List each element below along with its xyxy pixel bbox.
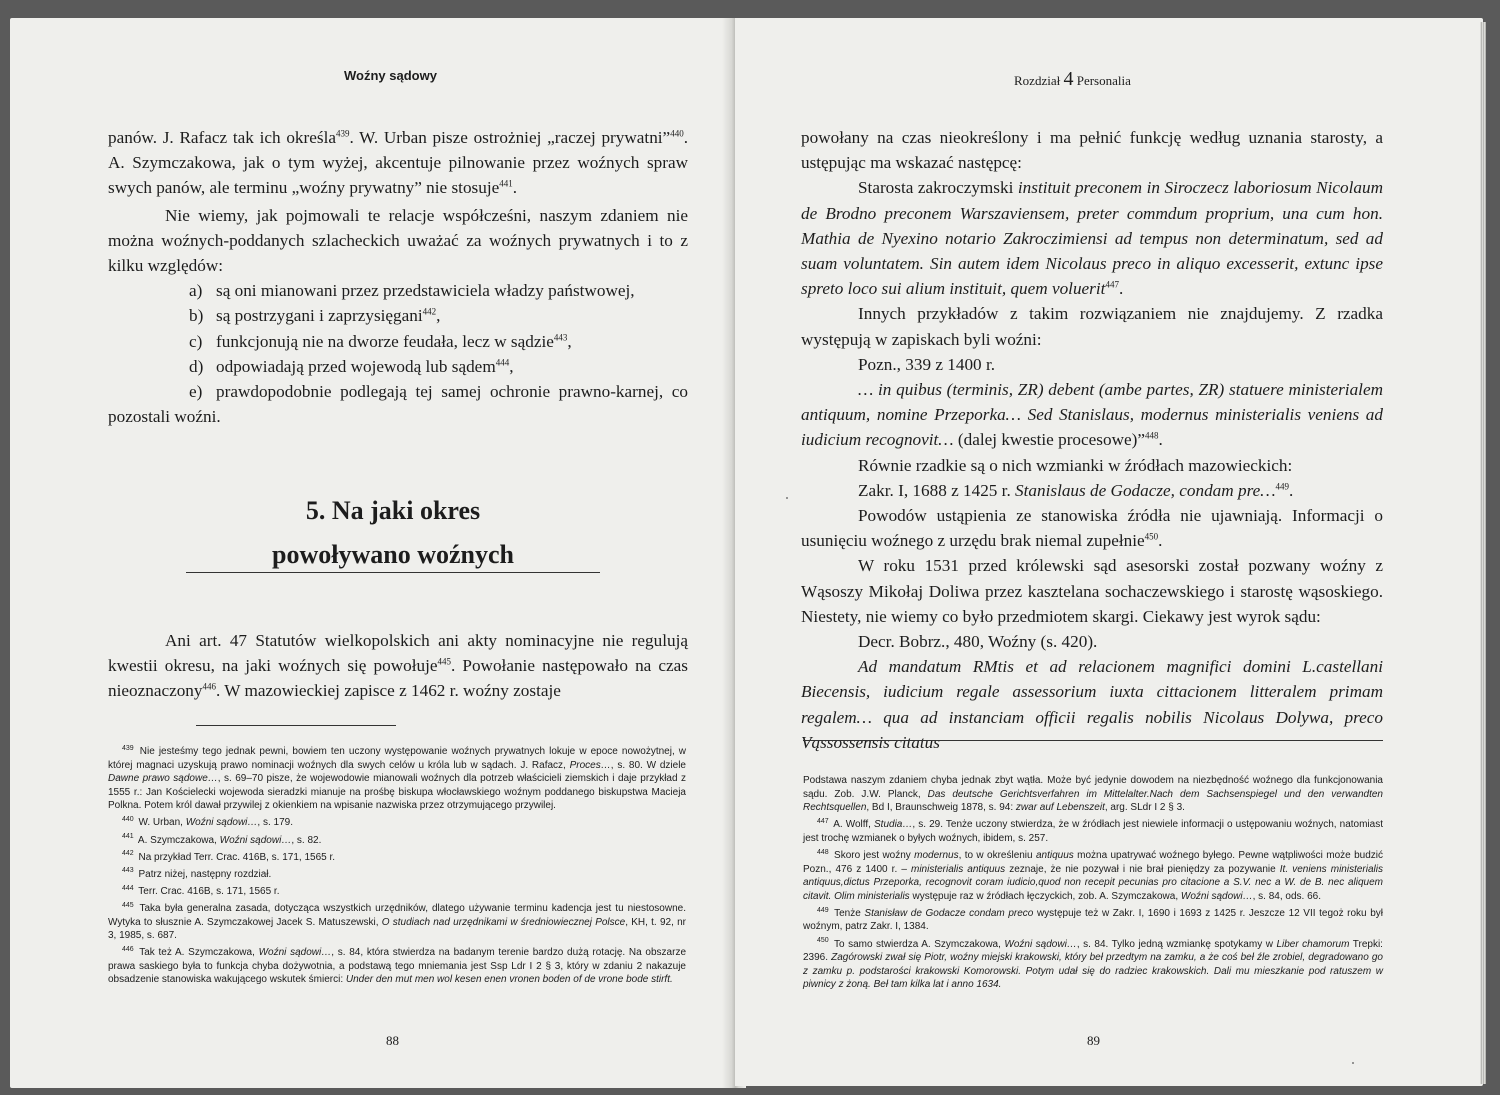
section-heading-line1: 5. Na jaki okres	[305, 496, 481, 525]
footnote	[108, 902, 686, 943]
list-text: prawdopodobnie podlegają tej samej ochronie prawno-karnej, co pozostali woźni.	[108, 382, 688, 427]
list-text: są oni mianowani przez przedstawiciela władzy państwowej,	[216, 281, 635, 301]
footnote-ref: 444	[495, 357, 510, 368]
list-text: są postrzygani i zaprzysięgani	[216, 306, 423, 326]
footnote-number: 448	[817, 848, 829, 856]
footnote-text: , arg. SLdr I 2 § 3.	[1104, 802, 1185, 814]
footnote-rule-left	[196, 725, 396, 726]
footnote-text: A. Szymczakowa,	[137, 834, 220, 846]
footnote	[803, 907, 1383, 934]
footnote-text: Trepki: 2396.	[803, 938, 1383, 964]
footnote	[803, 818, 1383, 845]
criteria-list	[108, 278, 688, 429]
footnote-text: Studia…	[874, 819, 913, 831]
footnote-text: , s. 82.	[291, 834, 322, 846]
footnote-text: Na przykład Terr. Crac. 416B, s. 171, 1565 r.	[138, 851, 336, 863]
footnote-text: Proces…	[569, 759, 611, 771]
footnote	[108, 834, 686, 848]
paragraph-innych: Innych przykładów z takim rozwiązaniem nie znajdujemy. Z rzadka występują w zapiskach byli woźni:	[801, 304, 1383, 349]
footnotes-right	[803, 774, 1383, 995]
list-punct: ,	[509, 356, 514, 376]
footnote-text: Terr. Crac. 416B, s. 171, 1565 r.	[138, 885, 280, 897]
list-marker: b)	[189, 306, 204, 326]
list-text: funkcjonują nie na dworze feudała, lecz w sądzie	[216, 331, 554, 351]
footnote-text: , s. 84, która stwierdza na badanym terenie bardzo dużą rotację. Na obszarze prawa saskiego była to funkcja chyba dożywotnia, a podstawą tego mniemania jest Ssp Ldr I 2 § 3, który w zdaniu 2 nakazuje obsadzenie stanowiska wakującego wskutek śmierci:	[108, 947, 686, 986]
intro-paragraph: panów. J. Rafacz tak ich określa$^{439}$. W. Urban pisze ostrożniej „raczej prywatni”$^{440}$. A. Szymczakowa, jak o tym wyżej, akcentuje pilnowanie przez woźnych spraw swych panów, ale terminu „woźny prywatny” nie stosuje$^{441}$.	[108, 128, 688, 198]
footnote-text: , s. 69–70 pisze, że wojewodowie mianowali woźnych dla potrzeb właścicieli ziemskich i daje przykład z 1555 r.: Jan Kościelecki wojewoda sieradzki mianuje na prośbę biskupa włocławskiego woźnym poddanego biskupstwa Macieja Polkna. Potem król dawał przywilej z okienkiem na wpisanie nazwiska przez otrzymującego przywilej.	[108, 773, 687, 812]
footnote-ref: 442	[422, 306, 437, 317]
list-marker: d)	[189, 356, 204, 376]
quote-przeporka: … in quibus (terminis, ZR) debent (ambe partes, ZR) statuere ministerialem antiquum, nomine Przeporka… Sed Stanislaus, modernus ministerialis veniens ad iudicium recognovit… (dalej kwestie procesowe)”$^{448}$.	[801, 380, 1383, 450]
footnote-number: 444	[122, 884, 134, 892]
footnote-rule-right	[803, 740, 1383, 741]
list-item	[108, 379, 688, 429]
footnote-number: 445	[122, 901, 134, 909]
footnote-text: Stanisław de Godacze condam preco	[864, 907, 1034, 919]
left-body-bottom	[108, 628, 688, 704]
list-marker: a)	[189, 281, 203, 301]
list-item	[108, 329, 688, 354]
page-edges	[1480, 22, 1486, 1084]
footnote-text: , s. 84. Tylko jedną wzmiankę spotykamy w	[1076, 938, 1277, 950]
footnote	[108, 851, 686, 865]
paragraph-1531: W roku 1531 przed królewski sąd asesorski został pozwany woźny z Wąsoszy Mikołaj Doliwa przez kasztelana sochaczewskiego i starostę wąsoskiego. Niestety, nie wiemy co było przedmiotem skargi. Ciekawy jest wyrok sądu:	[801, 556, 1383, 626]
footnote-number: 446	[122, 945, 134, 953]
footnote-number: 441	[122, 833, 134, 841]
list-punct: ,	[567, 331, 572, 351]
list-item	[108, 303, 688, 328]
footnote-text: W. Urban,	[138, 817, 186, 829]
page-number-right: 89	[1087, 1033, 1100, 1048]
footnote-text: , s. 179.	[257, 817, 293, 829]
footnote-continuation	[803, 774, 1383, 815]
footnote	[108, 868, 686, 882]
footnote-text: Liber chamorum	[1276, 938, 1350, 950]
footnote-text: Woźni sądowi…	[258, 947, 332, 959]
footnote	[108, 816, 686, 830]
footnote-number: 450	[817, 937, 829, 945]
footnote-text: Tenże	[834, 907, 865, 919]
footnote-text: , s. 84, ods. 66.	[1252, 890, 1321, 902]
list-punct: ,	[436, 306, 441, 326]
list-item	[108, 278, 688, 303]
footnote-text: To samo stwierdza A. Szymczakowa,	[834, 938, 1005, 950]
footnote-text: Tak też A. Szymczakowa,	[139, 947, 259, 959]
source-decr: Decr. Bobrz., 480, Woźny (s. 420).	[858, 632, 1098, 652]
footnote-text: , s. 80. W dziele	[610, 759, 686, 771]
paragraph-okres: Ani art. 47 Statutów wielkopolskich ani akty nominacyjne nie regulują kwestii okresu, na jaki woźnych się powołuje$^{445}$. Powołanie następowało na czas nieoznaczony$^{446}$. W mazowieckiej zapisce z 1462 r. woźny zostaje	[108, 631, 688, 701]
footnote	[108, 745, 686, 813]
footnote-text: Podstawa naszym zdaniem chyba jednak zbyt wątła. Może być jedynie dowodem na niezbędność woźnego dla funkcjonowania sądu. Zob. J.W. Planck,	[803, 775, 1383, 800]
footnote	[803, 849, 1383, 903]
paper-speck	[1352, 1062, 1354, 1064]
footnote-number: 449	[817, 906, 829, 914]
footnote-text: Woźni sądowi…	[1004, 938, 1077, 950]
footnote-text: Taka była generalna zasada, dotycząca wszystkich urzędników, dlatego używanie terminu kadencja jest tu niestosowne. Wytyka to słusznie A. Szymczakowej Jacek S. Matuszewski,	[108, 902, 686, 928]
source-zakr: Zakr. I, 1688 z 1425 r. Stanislaus de Godacze, condam pre…$^{449}$.	[858, 480, 1294, 500]
footnote-number: 443	[122, 867, 134, 875]
footnote-text: Woźni sądowi…	[1180, 890, 1253, 902]
footnote-text: Woźni sądowi…	[185, 817, 258, 829]
paragraph-relations: Nie wiemy, jak pojmowali te relacje współcześni, naszym zdaniem nie można woźnych-poddanych szlacheckich uważać za woźnych prywatnych i to z kilku względów:	[108, 205, 688, 276]
footnote-text: Zagórowski zwał się Piotr, woźny miejski krakowski, który beł przedtym na zamku, a że coś beł źle zrobiel, degradowano go z zamku p. podstarości krakowski Komorowski. Potym udał się do radziec krakowskich. Dali mu mieszkanie pod ratuszem w piwnicy z żoną. Beł tam kilka lat i anno 1634.	[803, 952, 1383, 991]
list-marker: c)	[189, 331, 203, 351]
paper-speck	[786, 497, 788, 499]
left-body-top	[108, 125, 688, 429]
footnote-text: , Bd I, Braunschweig 1878, s. 94:	[866, 802, 1016, 814]
section-heading-line2: powoływano woźnych	[272, 540, 514, 569]
footnote-text: antiquus	[1035, 849, 1074, 861]
right-body	[801, 125, 1383, 755]
footnote-text: ministerialis antiquus	[910, 863, 1006, 875]
footnote-number: 447	[817, 817, 829, 825]
page-number-left: 88	[386, 1033, 399, 1048]
footnote-text: Nie jesteśmy tego jednak pewni, bowiem ten uczony występowanie woźnych prywatnych lokuje w epoce nowożytnej, w której magnaci uzyskują prawo nominacji woźnych dla swych celów u króla lub w sądach. J. Rafacz,	[108, 746, 687, 771]
footnote	[108, 885, 686, 899]
quote-starosta: Starosta zakroczymski instituit preconem in Siroczecz laboriosum Nicolaum de Brodno preconem Warszaviensem, preter commdum proprium, una cum hon. Mathia de Nyexino notario Zakroczimiensi ad tempus non determinatum, sed ad suam voluntatem. Sin autem idem Nicolaus preco in aliquo excesserit, extunc ipse spreto loco sui alium instituit, quem voluerit$^{447}$.	[801, 178, 1383, 299]
footnote-text: Dawne prawo sądowe…	[108, 773, 218, 785]
footnote-text: zeznaje, że nie pozywał i nie brał pieniędzy za pozywanie	[1005, 863, 1280, 875]
footnote-text: modernus	[914, 849, 959, 861]
paragraph-rownie: Równie rzadkie są o nich wzmianki w źródłach mazowieckich:	[858, 455, 1293, 475]
footnote-text: zwar auf Lebenszeit	[1015, 802, 1105, 814]
footnote-text: , to w określeniu	[958, 849, 1036, 861]
footnote-text: Woźni sądowi…	[219, 834, 292, 846]
footnote-text: A. Wolff,	[833, 819, 875, 831]
footnote-text: , KH, t. 92, nr 3, 1985, s. 687.	[108, 916, 686, 942]
footnote-ref: 443	[553, 331, 568, 342]
footnote-text: występuje też w Zakr. I, 1690 i 1693 z 1425 r. Jeszcze 12 VII tegoż roku był woźnym, patrz Zakr. I, 1384.	[803, 907, 1384, 933]
footnote-text: można upatrywać woźnego byłego. Pewne wątpliwości może budzić Pozn., 476 z 1400 r. –	[803, 849, 1383, 875]
footnote-number: 442	[122, 850, 134, 858]
footnote-number: 439	[122, 744, 134, 752]
footnote-text: , s. 29. Tenże uczony stwierdza, że w źródłach jest niewiele informacji o ustępowaniu woźnych, natomiast jest trochę wzmianek o byłych woźnych, ibidem, s. 257.	[803, 819, 1383, 844]
list-item	[108, 354, 688, 379]
footnote-text: występuje raz w źródłach łęczyckich, zob. A. Szymczakowa,	[909, 890, 1181, 902]
running-head-right: Rozdział 4 Personalia	[1014, 68, 1131, 90]
quote-mandatum: Ad mandatum RMtis et ad relacionem magnifici domini L.castellani Biecensis, iudicium regale assessorium iuxta cittacionem litteralem primam regalem… qua ad instanciam officii regalis nobilis Nicolaus Dolywa, preco Vąssossensis citatus	[801, 657, 1383, 752]
footnote-number: 440	[122, 816, 134, 824]
footnote-text: Under den mut men wol kesen enen vronen boden of de vrone bode stirft.	[345, 974, 673, 986]
list-marker: e)	[189, 382, 203, 402]
footnote	[108, 946, 686, 987]
footnote-text: O studiach nad urzędnikami w średniowiecznej Polsce	[381, 916, 626, 928]
heading-underline	[186, 572, 600, 573]
paragraph-powolany: powołany na czas nieokreślony i ma pełnić funkcję według uznania starosty, a ustępując ma wskazać następcę:	[801, 128, 1383, 173]
source-pozn: Pozn., 339 z 1400 r.	[858, 354, 996, 374]
footnotes-left	[108, 745, 686, 991]
paragraph-powodow: Powodów ustąpienia ze stanowiska źródła nie ujawniają. Informacji o usunięciu woźnego z urzędu brak niemal zupełnie$^{450}$.	[801, 506, 1383, 551]
footnote	[803, 938, 1383, 992]
running-head-left: Woźny sądowy	[344, 68, 437, 83]
footnote-text: Skoro jest woźny	[834, 849, 915, 861]
list-text: odpowiadają przed wojewodą lub sądem	[216, 356, 496, 376]
footnote-text: It. veniens ministerialis antiquus,dictus Przeporka, recognovit coram iudicio,quod non recepit pecunias pro citacione a S.V. nec a W. de B. nec aliquem citavit. Olim ministerialis	[803, 863, 1383, 902]
footnote-text: Patrz niżej, następny rozdział.	[138, 868, 272, 880]
footnote-text: Das deutsche Gerichtsverfahren im Mittelalter.Nach dem Sachsenspiegel und den verwandten Rechtsquellen	[803, 788, 1383, 814]
